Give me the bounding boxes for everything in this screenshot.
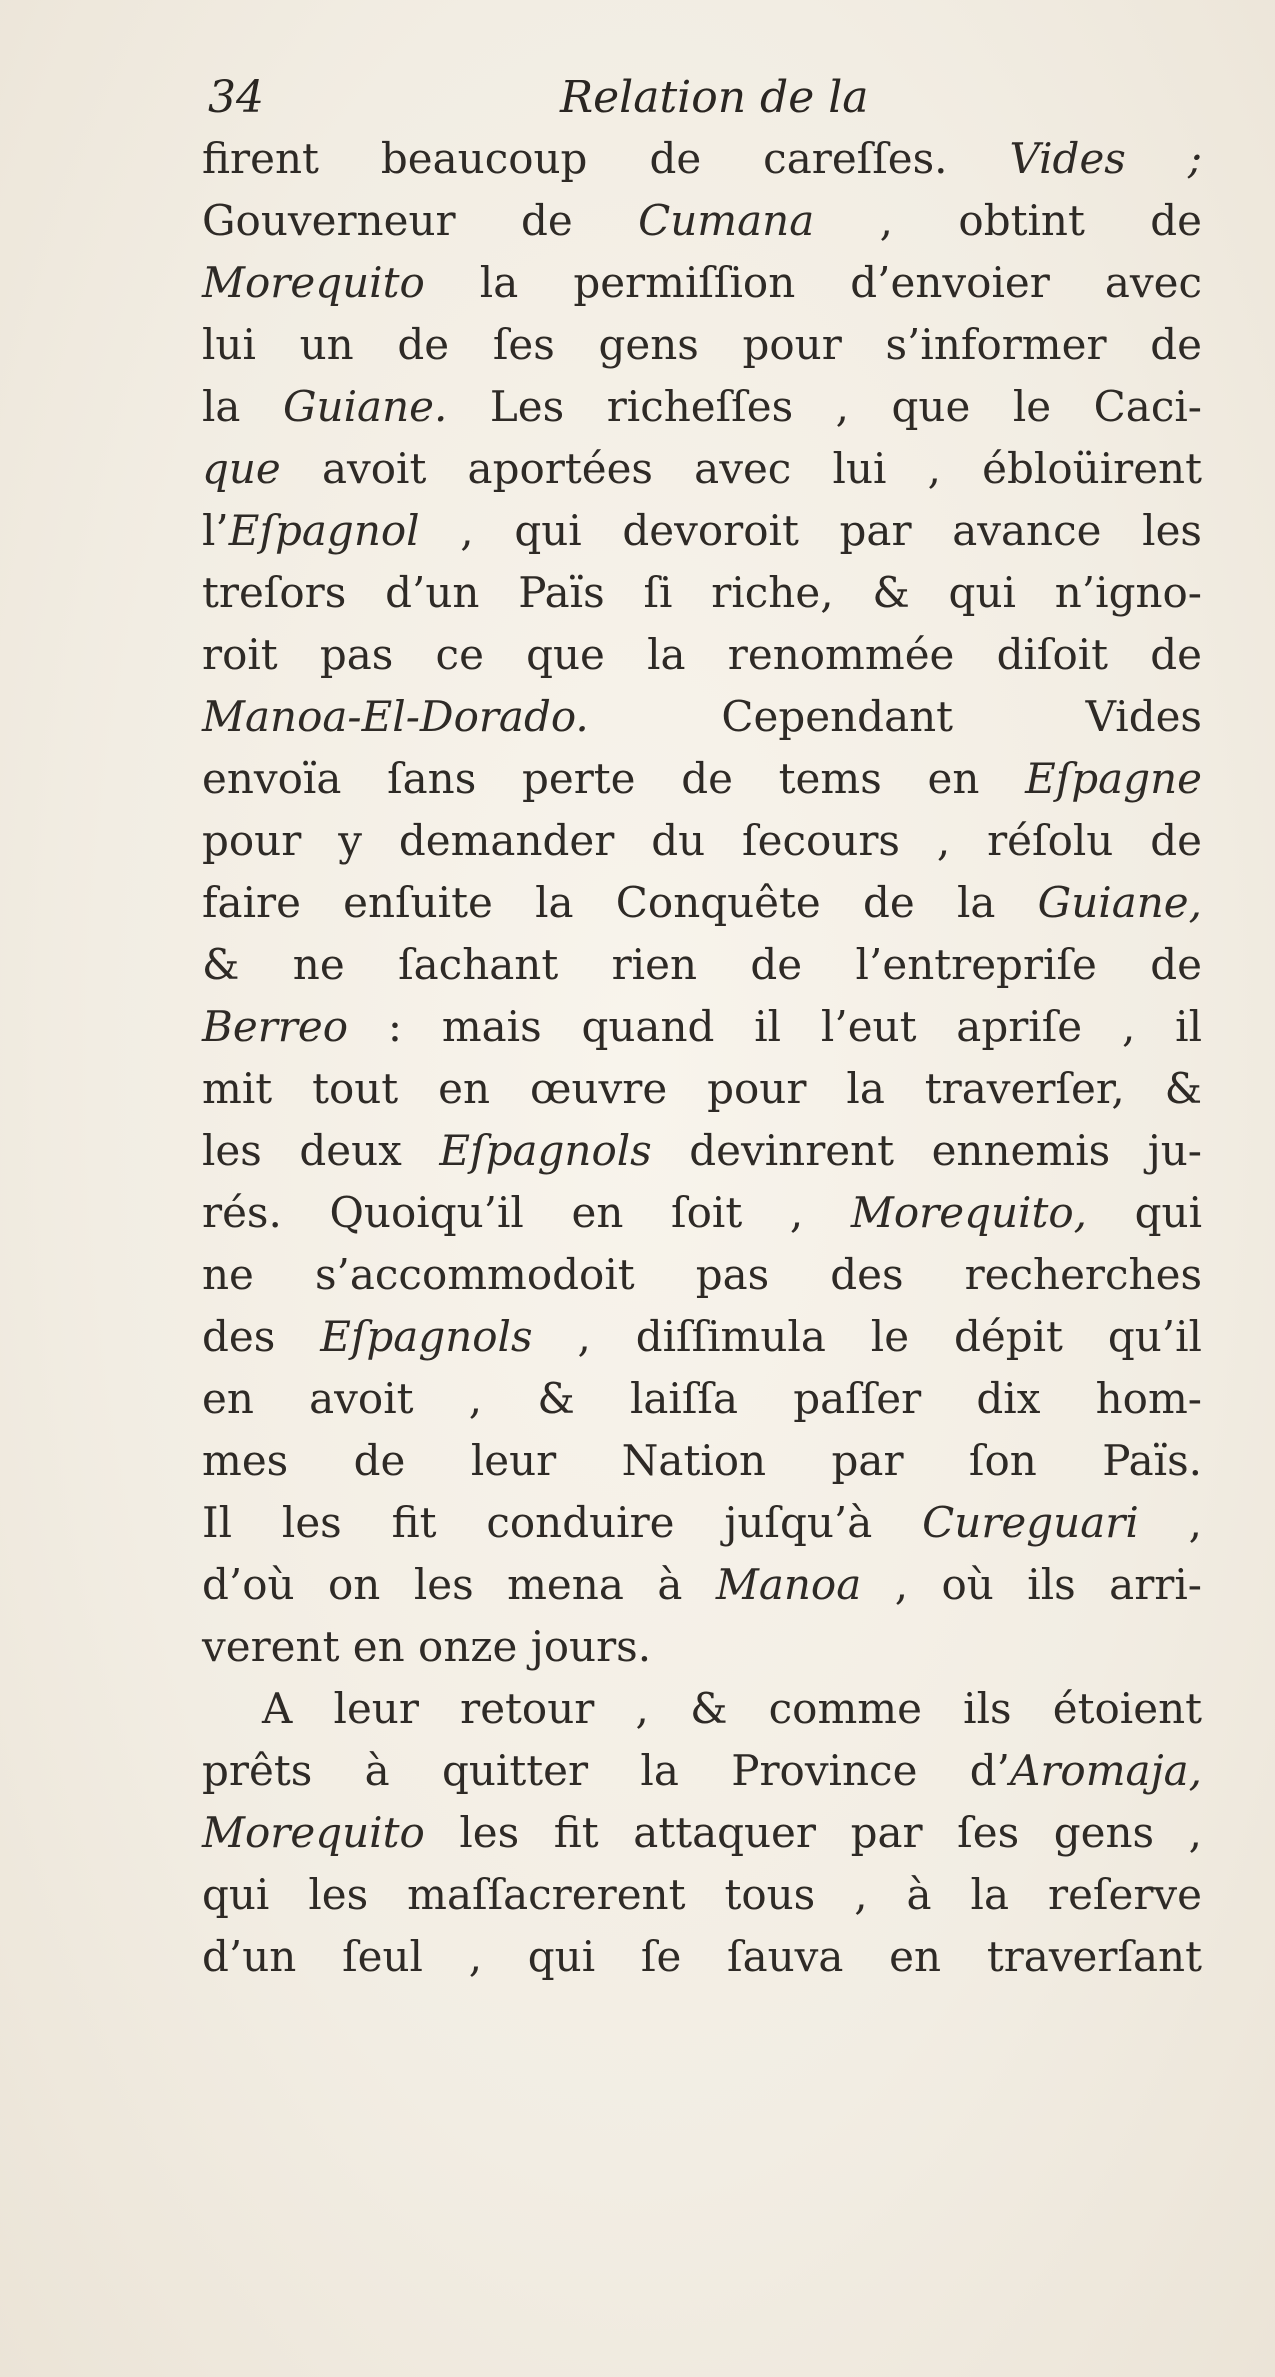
text-line: ne s’accommodoit pas des recherches [202,1250,1202,1299]
page-number: 34 [208,72,264,123]
text-line: envoïa ſans perte de tems en Eſpagne [202,754,1202,803]
text-line: d’où on les mena à Manoa , où ils arri- [202,1560,1202,1609]
text-line: treſors d’un Païs ſi riche, & qui n’igno- [202,568,1202,617]
body-text [202,128,1202,1988]
text-line: faire enſuite la Conquête de la Guiane, [202,878,1202,927]
text-line: des Eſpagnols , diſſimula le dépit qu’il [202,1312,1202,1361]
text-line: d’un ſeul , qui ſe ſauva en traverſant [202,1932,1202,1981]
text-line: Gouverneur de Cumana , obtint de [202,196,1202,245]
text-line: mit tout en œuvre pour la traverſer, & [202,1064,1202,1113]
text-line: roit pas ce que la renommée diſoit de [202,630,1202,679]
text-line: les deux Eſpagnols devinrent ennemis ju- [202,1126,1202,1175]
text-line: qui les maſſacrerent tous , à la reſerve [202,1870,1202,1919]
text-line: Il les fit conduire juſqu’à Cureguari , [202,1498,1202,1547]
text-line: Berreo : mais quand il l’eut apriſe , il [202,1002,1202,1051]
text-line: lui un de ſes gens pour s’informer de [202,320,1202,369]
text-line: que avoit aportées avec lui , ébloüirent [202,444,1202,493]
text-line: pour y demander du ſecours , réſolu de [202,816,1202,865]
text-line: l’Eſpagnol , qui devoroit par avance les [202,506,1202,555]
text-line: prêts à quitter la Province d’Aromaja, [202,1746,1202,1795]
text-line: Morequito la permiſſion d’envoier avec [202,258,1202,307]
text-line: en avoit , & laiſſa paſſer dix hom- [202,1374,1202,1423]
text-line: firent beaucoup de careſſes. Vides ; [202,134,1202,183]
text-line: rés. Quoiqu’il en ſoit , Morequito, qui [202,1188,1203,1237]
text-line: Manoa-El-Dorado. Cependant Vides [202,692,1202,741]
text-line: mes de leur Nation par ſon Païs. [202,1436,1202,1485]
text-line: & ne ſachant rien de l’entrepriſe de [202,940,1202,989]
text-line: verent en onze jours. [202,1622,652,1671]
text-line: la Guiane. Les richeſſes , que le Caci- [202,382,1202,431]
text-line: Morequito les fit attaquer par ſes gens , [202,1808,1202,1857]
running-title: Relation de la [560,72,869,123]
text-line: A leur retour , & comme ils étoient [262,1684,1202,1733]
